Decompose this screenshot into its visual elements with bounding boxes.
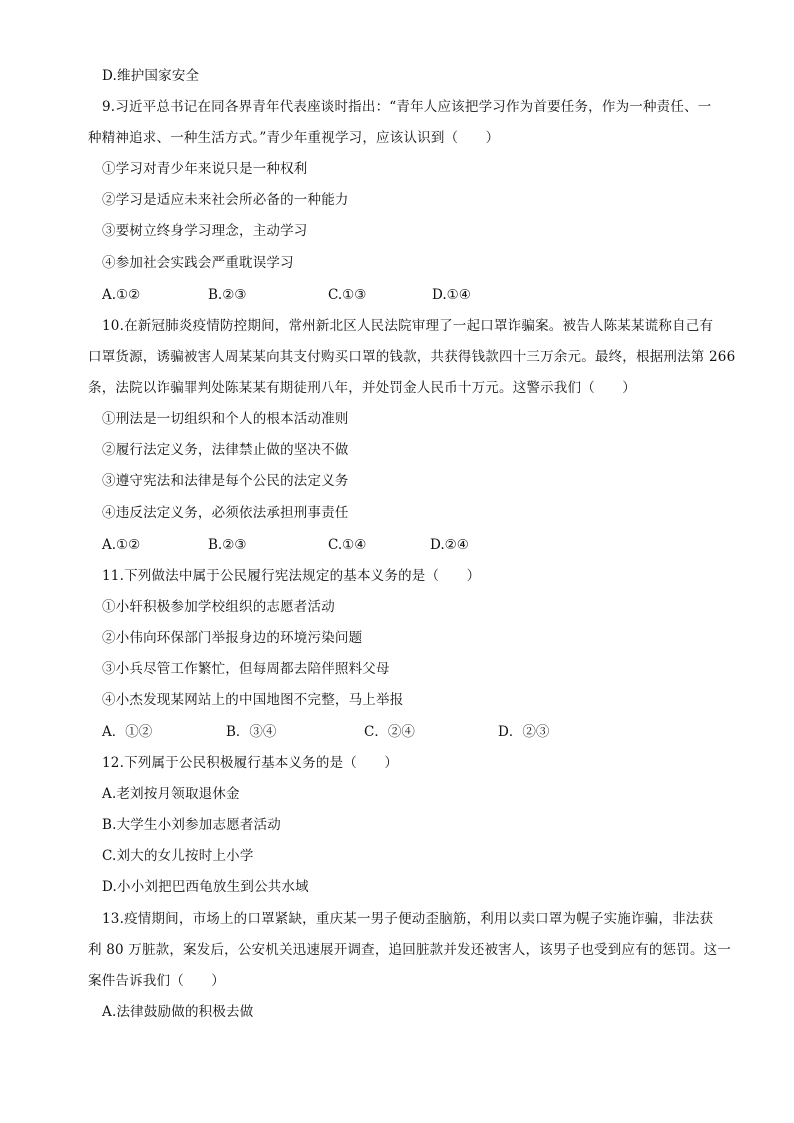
question-9-stem: 9.习近平总书记在同各界青年代表座谈时指出：“青年人应该把学习作为首要任务，作为一种责任、一 (102, 99, 712, 115)
question-13-stem-cont-2: 案件告诉我们（ ） (88, 973, 225, 989)
question-12-option-d: D.小小刘把巴西龟放生到公共水域 (102, 879, 309, 895)
question-9-options (102, 285, 702, 305)
option-b: B.②③ (208, 537, 247, 553)
question-9-statement-4: ④参加社会实践会严重耽误学习 (102, 255, 294, 271)
question-11-statement-1: ①小轩积极参加学校组织的志愿者活动 (102, 599, 335, 615)
question-9-statement-3: ③要树立终身学习理念，主动学习 (102, 223, 308, 239)
option-b: B．③④ (226, 724, 277, 740)
option-c: C.①④ (328, 537, 367, 553)
question-11-options (102, 722, 702, 742)
question-10-statement-4: ④违反法定义务，必须依法承担刑事责任 (102, 505, 349, 521)
question-10-options (102, 535, 702, 555)
question-10-statement-2: ②履行法定义务，法律禁止做的坚决不做 (102, 442, 349, 458)
question-11-statement-2: ②小伟向环保部门举报身边的环境污染问题 (102, 630, 363, 646)
question-11-statement-3: ③小兵尽管工作繁忙，但每周都去陪伴照料父母 (102, 661, 390, 677)
option-d-previous-question: D.维护国家安全 (102, 68, 200, 84)
option-a: A.①② (102, 287, 141, 303)
question-10-statement-1: ①刑法是一切组织和个人的根本活动准则 (102, 411, 349, 427)
option-d: D.②④ (430, 537, 469, 553)
question-13-stem-cont-1: 利 80 万脏款，案发后，公安机关迅速展开调查，追回脏款并发还被害人，该男子也受到应有的惩罚。这一 (88, 942, 732, 958)
option-c: C．②④ (364, 724, 415, 740)
question-11-statement-4: ④小杰发现某网站上的中国地图不完整，马上举报 (102, 692, 404, 708)
question-12-option-a: A.老刘按月领取退休金 (102, 786, 240, 802)
question-10-stem-cont-2: 条，法院以诈骗罪判处陈某某有期徒刑八年，并处罚金人民币十万元。这警示我们（ ） (88, 380, 636, 396)
question-12-stem: 12.下列属于公民积极履行基本义务的是（ ） (102, 755, 399, 771)
question-10-stem: 10.在新冠肺炎疫情防控期间，常州新北区人民法院审理了一起口罩诈骗案。被告人陈某某谎称自己有 (102, 318, 714, 334)
question-9-statement-1: ①学习对青少年来说只是一种权利 (102, 161, 308, 177)
question-13-option-a: A.法律鼓励做的积极去做 (102, 1004, 254, 1020)
question-9-statement-2: ②学习是适应未来社会所必备的一种能力 (102, 192, 349, 208)
option-a: A.①② (102, 537, 141, 553)
question-13-stem: 13.疫情期间，市场上的口罩紧缺，重庆某一男子便动歪脑筋，利用以卖口罩为幌子实施诈骗，非法获 (102, 911, 714, 927)
option-a: A．①② (102, 724, 153, 740)
option-d: D．②③ (498, 724, 550, 740)
option-b: B.②③ (208, 287, 247, 303)
question-11-stem: 11.下列做法中属于公民履行宪法规定的基本义务的是（ ） (102, 568, 481, 584)
option-d: D.①④ (432, 287, 471, 303)
question-10-statement-3: ③遵守宪法和法律是每个公民的法定义务 (102, 473, 349, 489)
option-c: C.①③ (328, 287, 367, 303)
question-10-stem-cont-1: 口罩货源，诱骗被害人周某某向其支付购买口罩的钱款，共获得钱款四十三万余元。最终，根据刑法第 266 (88, 349, 736, 365)
question-12-option-c: C.刘大的女儿按时上小学 (102, 848, 254, 864)
question-12-option-b: B.大学生小刘参加志愿者活动 (102, 817, 282, 833)
question-9-stem-cont: 种精神追求、一种生活方式。”青少年重视学习，应该认识到（ ） (88, 130, 500, 146)
